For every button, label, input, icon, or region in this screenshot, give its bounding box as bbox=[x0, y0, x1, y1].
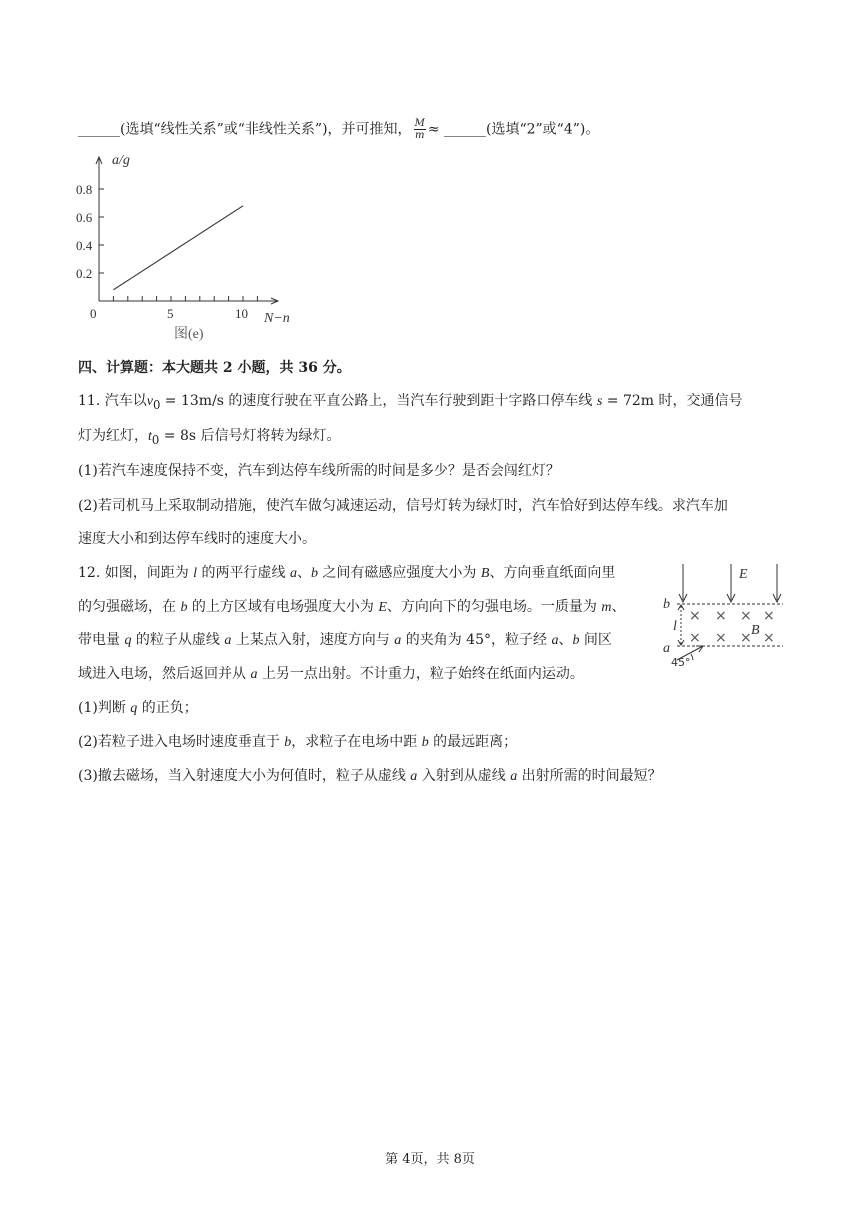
origin-label: 0 bbox=[90, 306, 97, 321]
label-angle: 45° bbox=[671, 656, 691, 669]
q11-line1: 11. 汽车以$v_0 = 13m/s$ 的速度行驶在平直公路上，当汽车行驶到距十字路口停车线 s = 72m 时，交通信号 bbox=[78, 393, 743, 412]
answer-blank: ______ bbox=[444, 121, 486, 138]
q12-sub3: (3)撤去磁场，当入射速度大小为何值时，粒子从虚线 a 入射到从虚线 a 出射所需的时间最短？ bbox=[78, 768, 662, 784]
answer-blank: ______ bbox=[78, 121, 120, 138]
label-B: B bbox=[751, 623, 760, 638]
q12-line4: 域进入电场，然后返回并从 a 上另一点出射。不计重力，粒子始终在纸面内运动。 bbox=[78, 666, 584, 682]
fill-blank-line: ______(选填“线性关系”或“非线性关系”)，并可推知， $\frac{M}{m}$ ≈ ______(选填“2”或“4”)。 bbox=[78, 118, 600, 141]
y-axis-label: a/g bbox=[112, 153, 130, 168]
q12-line3: 带电量 q 的粒子从虚线 a 上某点入射，速度方向与 a 的夹角为 45°，粒子经 a、b 间区 bbox=[78, 632, 612, 648]
q12-sub2: (2)若粒子进入电场时速度垂直于 b，求粒子在电场中距 b 的最远距离； bbox=[78, 734, 518, 750]
angle-arc bbox=[691, 654, 693, 660]
magnetic-field-cross: × bbox=[689, 608, 701, 624]
page-footer: 第 4页，共 8页 bbox=[385, 1152, 475, 1167]
q12-line1: 12. 如图，间距为 l 的两平行虚线 a、b 之间有磁感应强度大小为 B、方向垂直纸面向里 bbox=[78, 565, 616, 581]
y-tick-label: 0.2 bbox=[76, 266, 93, 281]
x-axis-label: N−n bbox=[264, 311, 290, 326]
magnetic-field-cross: × bbox=[740, 608, 752, 624]
label-l: l bbox=[673, 619, 677, 634]
graph-e bbox=[72, 150, 302, 345]
q12-line2: 的匀强磁场，在 b 的上方区域有电场强度大小为 E、方向向下的匀强电场。一质量为 m、 bbox=[78, 599, 626, 615]
magnetic-field-cross: × bbox=[715, 608, 727, 624]
figure-caption: 图(e) bbox=[174, 327, 204, 342]
x-tick-label: 10 bbox=[235, 306, 248, 321]
magnetic-field-cross: × bbox=[689, 630, 701, 646]
y-tick-label: 0.6 bbox=[76, 210, 93, 225]
magnetic-field-cross: × bbox=[715, 630, 727, 646]
y-tick-label: 0.4 bbox=[76, 238, 93, 253]
q11-sub2-line2: 速度大小和到达停车线时的速度大小。 bbox=[78, 531, 316, 547]
x-tick-label: 5 bbox=[167, 306, 174, 321]
label-E: E bbox=[739, 567, 748, 582]
label-a: a bbox=[663, 641, 670, 656]
fraction-M-over-m: $\frac{M}{m}$ bbox=[414, 118, 425, 141]
label-b: b bbox=[663, 597, 670, 612]
q12-sub1: (1)判断 q 的正负； bbox=[78, 700, 198, 716]
y-tick-label: 0.8 bbox=[76, 182, 93, 197]
data-series-line bbox=[113, 206, 243, 290]
magnetic-field-cross: × bbox=[763, 630, 775, 646]
q11-sub1: (1)若汽车速度保持不变，汽车到达停车线所需的时间是多少？是否会闯红灯？ bbox=[78, 463, 560, 479]
magnetic-field-cross: × bbox=[740, 630, 752, 646]
section-heading: 四、计算题：本大题共 2 小题，共 36 分。 bbox=[78, 360, 351, 376]
q11-line2: 灯为红灯，$t_0 = 8s$ 后信号灯将转为绿灯。 bbox=[78, 428, 341, 447]
magnetic-field-cross: × bbox=[763, 608, 775, 624]
q11-sub2-line1: (2)若司机马上采取制动措施，使汽车做匀减速运动，信号灯转为绿灯时，汽车恰好到达停车线。求汽车加 bbox=[78, 498, 728, 514]
field-diagram bbox=[655, 560, 785, 670]
